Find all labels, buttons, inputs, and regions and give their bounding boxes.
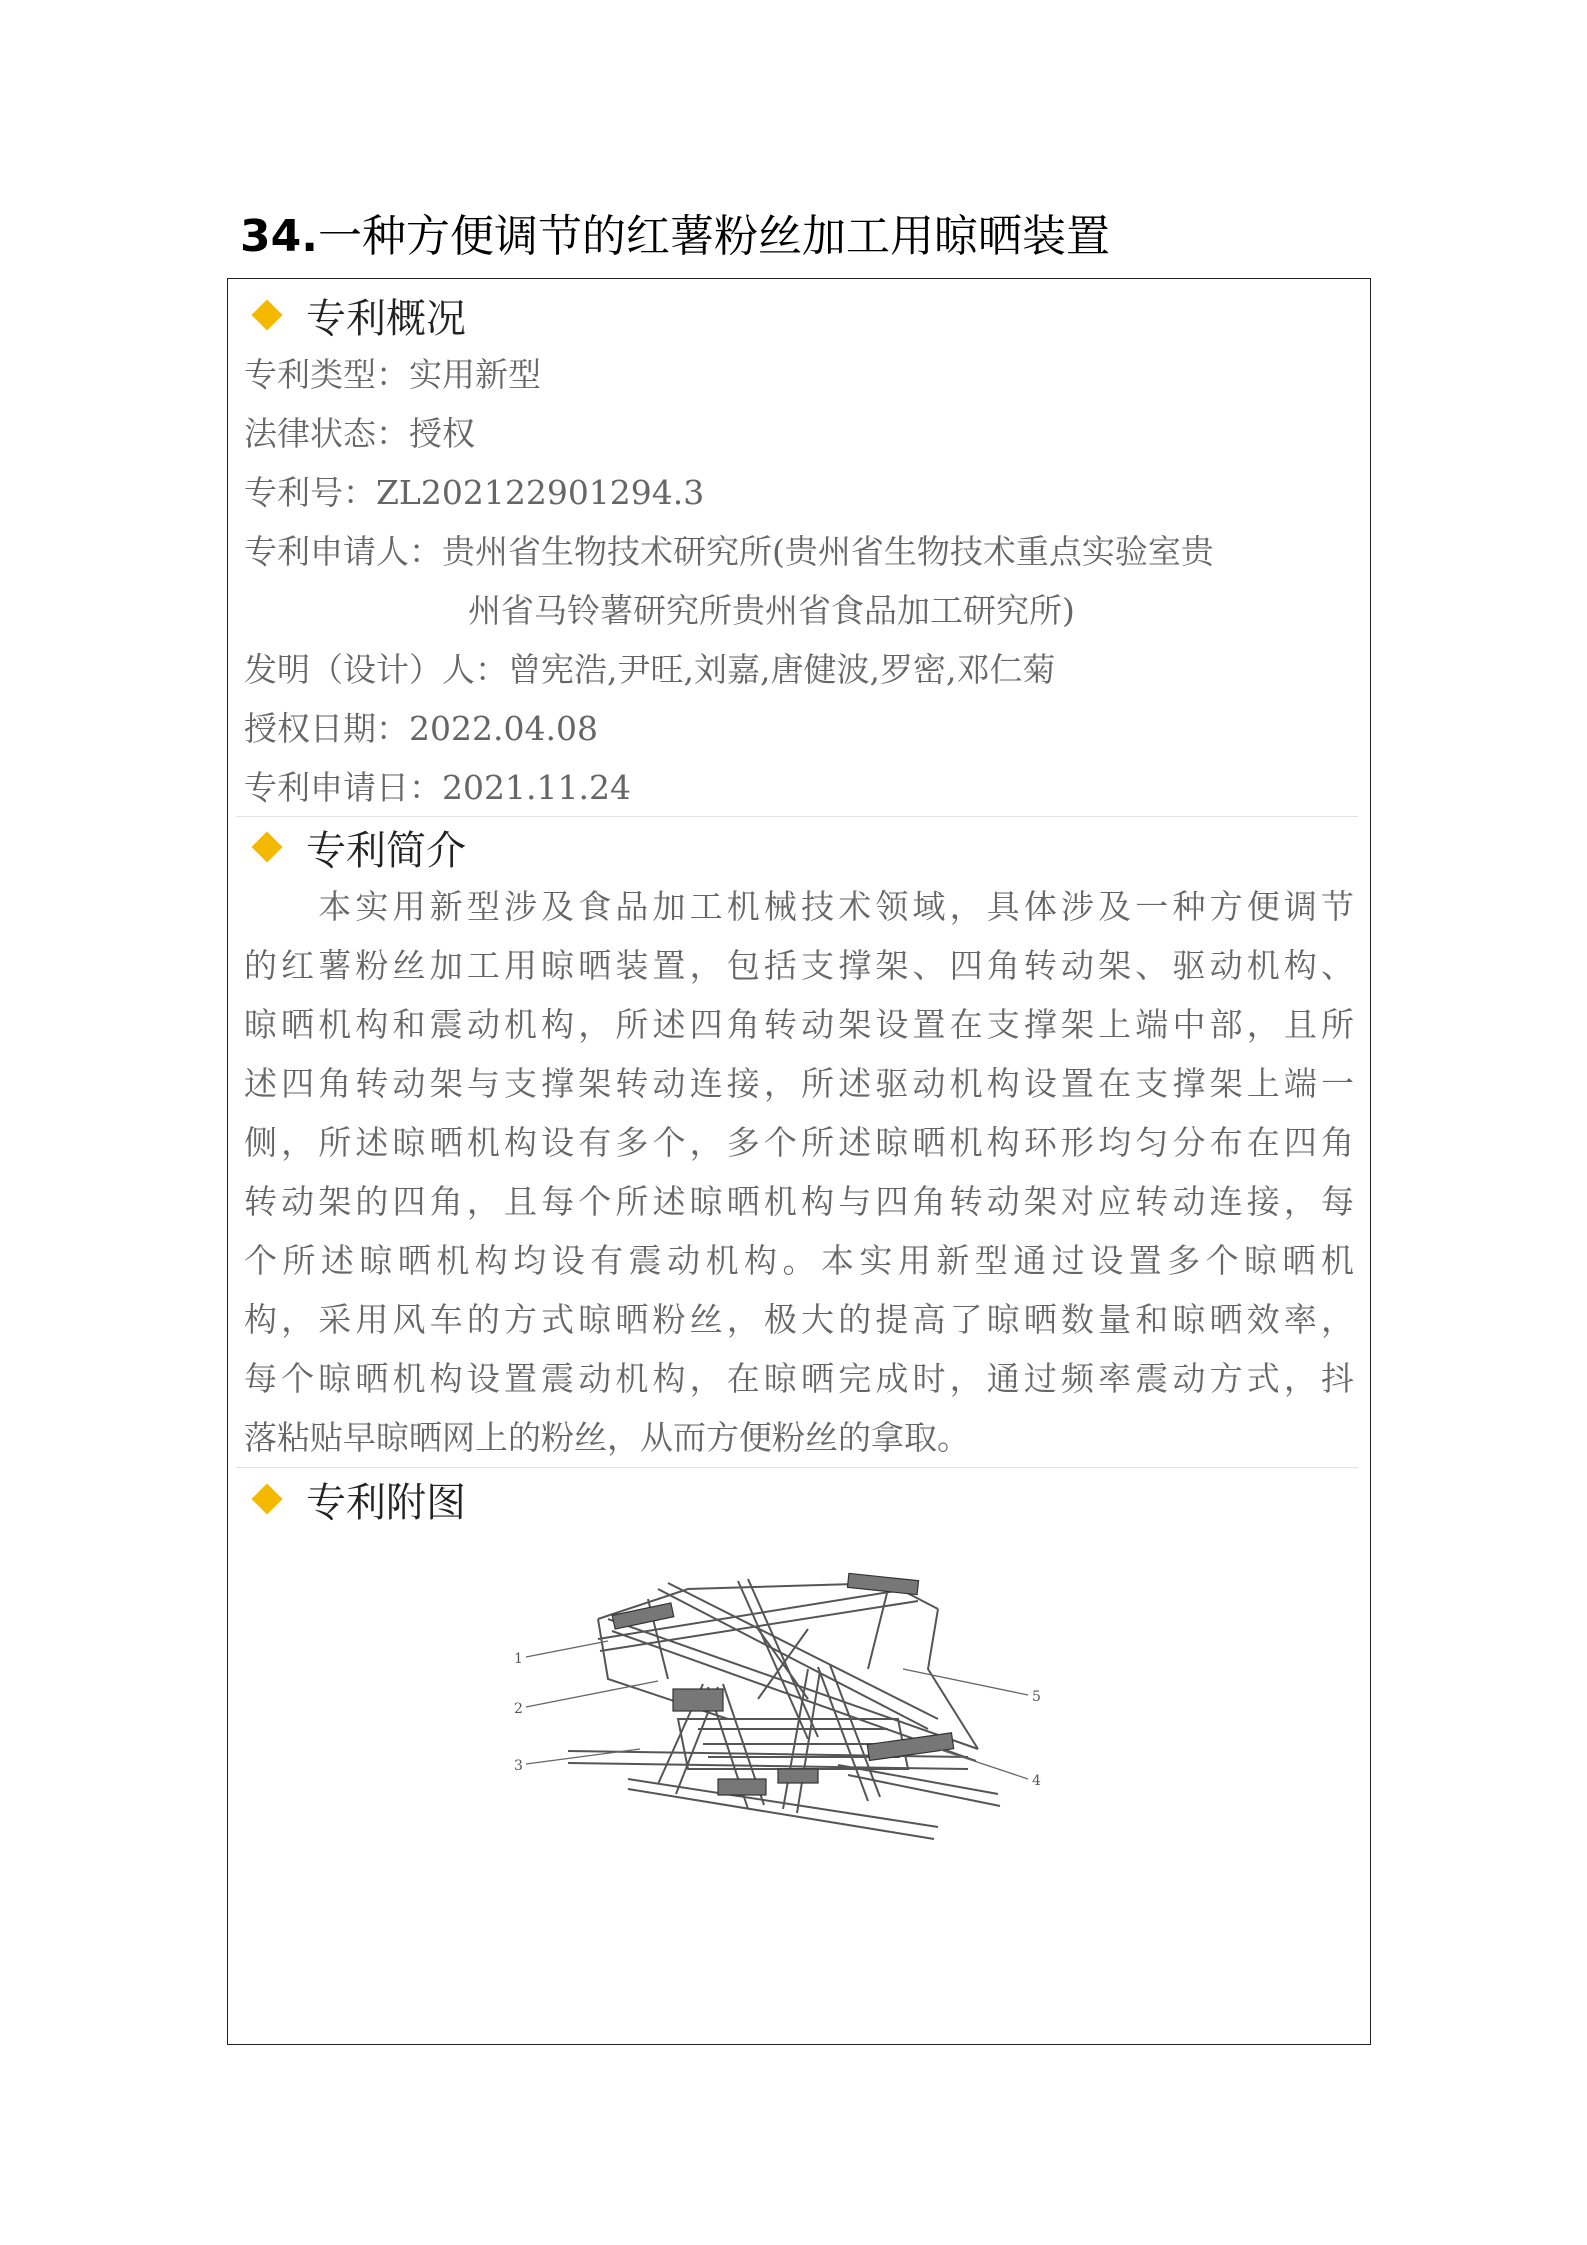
diamond-bullet-icon: [251, 1483, 282, 1514]
summary-line: 落粘贴早晾晒网上的粉丝，从而方便粉丝的拿取。: [244, 1418, 970, 1457]
label-3: 3: [514, 1758, 523, 1774]
figure-heading: [246, 1471, 466, 1527]
summary-heading: [246, 819, 466, 875]
summary-line: 转动架的四角，且每个所述晾晒机构与四角转动架对应转动连接，每: [244, 1182, 1354, 1221]
patent-no-line: 专利号：ZL202122901294.3: [244, 473, 705, 512]
grant-date-line: 授权日期：2022.04.08: [244, 709, 598, 748]
summary-line: 构，采用风车的方式晾晒粉丝，极大的提高了晾晒数量和晾晒效率，: [244, 1300, 1354, 1339]
applicant-line: 专利申请人：贵州省生物技术研究所(贵州省生物技术重点实验室贵: [244, 532, 1214, 571]
summary-heading-text: 专利简介: [306, 827, 466, 874]
patent-title: [240, 200, 1110, 264]
legal-status-line: 法律状态：授权: [244, 414, 475, 453]
diamond-bullet-icon: [251, 299, 282, 330]
patent-number-prefix: 34.: [240, 211, 318, 262]
summary-line: 晾晒机构和震动机构，所述四角转动架设置在支撑架上端中部，且所: [244, 1005, 1354, 1044]
application-date-line: 专利申请日：2021.11.24: [244, 768, 631, 807]
summary-line: 侧，所述晾晒机构设有多个，多个所述晾晒机构环形均匀分布在四角: [244, 1123, 1354, 1162]
applicant-line-continued: 州省马铃薯研究所贵州省食品加工研究所): [468, 591, 1075, 630]
label-2: 2: [514, 1701, 523, 1717]
patent-title-text: 一种方便调节的红薯粉丝加工用晾晒装置: [317, 211, 1110, 262]
patent-info-box: [227, 278, 1371, 2045]
summary-line: 个所述晾晒机构均设有震动机构。本实用新型通过设置多个晾晒机: [244, 1241, 1354, 1280]
label-4: 4: [1032, 1773, 1041, 1789]
label-5: 5: [1032, 1689, 1041, 1705]
inventors-line: 发明（设计）人：曾宪浩,尹旺,刘嘉,唐健波,罗密,邓仁菊: [244, 650, 1056, 689]
patent-type-line: 专利类型：实用新型: [244, 355, 541, 394]
summary-line: 的红薯粉丝加工用晾晒装置，包括支撑架、四角转动架、驱动机构、: [244, 946, 1354, 985]
label-1: 1: [514, 1651, 523, 1667]
drying-rack-drawing: [508, 1569, 1128, 1899]
patent-drawing: [508, 1569, 1128, 1903]
summary-line: 每个晾晒机构设置震动机构，在晾晒完成时，通过频率震动方式，抖: [244, 1359, 1354, 1398]
summary-paragraph: [244, 877, 1354, 1467]
figure-heading-text: 专利附图: [306, 1479, 466, 1526]
summary-line: 本实用新型涉及食品加工机械技术领域，具体涉及一种方便调节: [244, 887, 1354, 926]
diamond-bullet-icon: [251, 831, 282, 862]
summary-line: 述四角转动架与支撑架转动连接，所述驱动机构设置在支撑架上端一: [244, 1064, 1354, 1103]
overview-heading-text: 专利概况: [306, 295, 466, 342]
section-divider: [236, 1467, 1358, 1468]
section-divider: [236, 816, 1358, 817]
overview-heading: [246, 287, 466, 343]
